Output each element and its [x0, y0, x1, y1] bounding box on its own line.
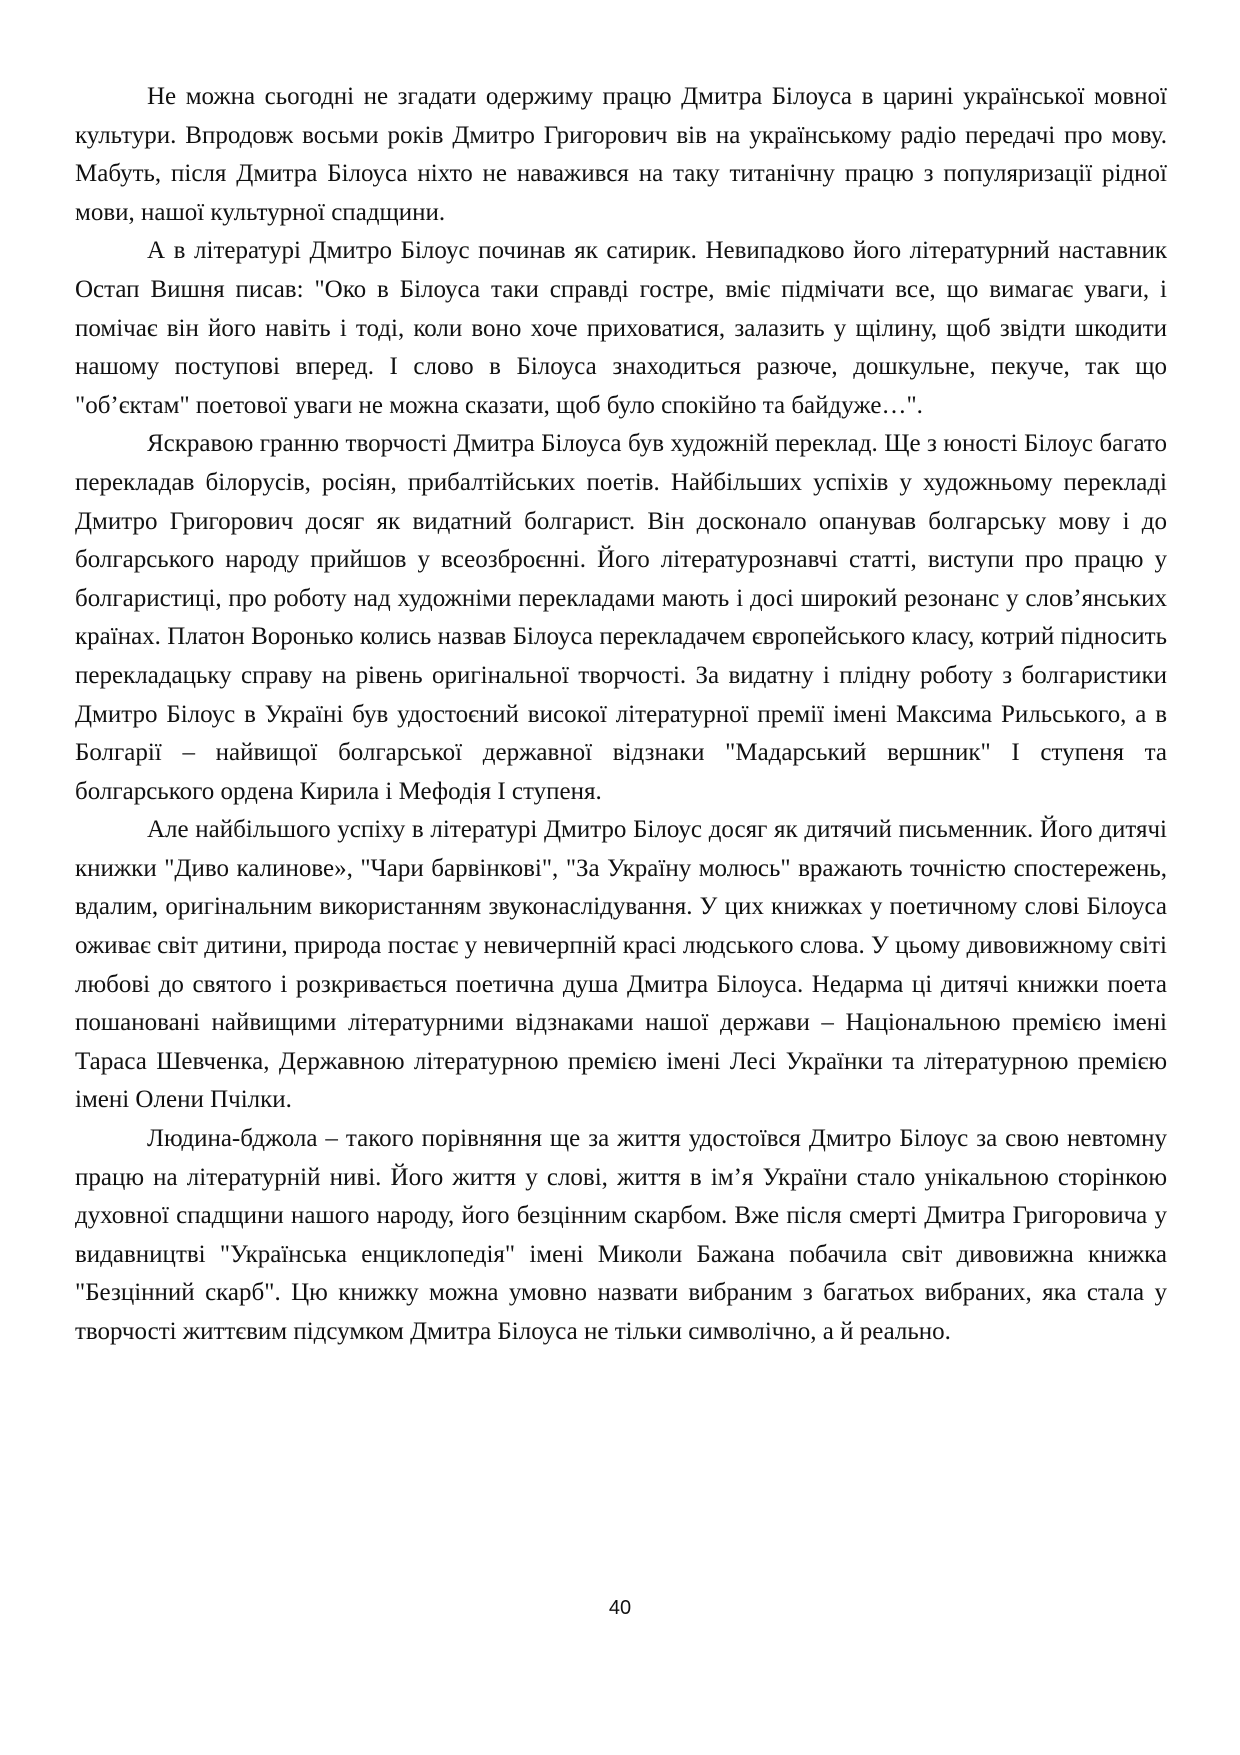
paragraph-childrens-books: Але найбільшого успіху в літературі Дмитро Білоус досяг як дитячий письменник. Його дитячі книжки "Диво калинове», "Чари барвінкові", "За Україну молюсь" вражають точністю спостережень, вдалим, оригінальним використанням звуконаслідування. У цих книжках у поетичному слові Білоуса оживає світ дитини, природа постає у невичерпній красі людського слова. У цьому дивовижному світі любові до святого і розкривається поетична душа Дмитра Білоуса. Недарма ці дитячі книжки поета пошановані найвищими літературними відзнаками нашої держави – Національною премією імені Тараса Шевченка, Державною літературною премією імені Лесі Українки та літературною премією імені Олени Пчілки.: [75, 816, 1167, 1114]
page-number: 40: [608, 1597, 632, 1619]
paragraph-translation: Яскравою гранню творчості Дмитра Білоуса був художній переклад. Ще з юності Білоус багато перекладав білорусів, росіян, прибалтійських поетів. Найбільших успіхів у художньому перекладі Дмитро Григорович досяг як видатний болгарист. Він досконало опанував болгарську мову і до болгарського народу прийшов у всеозброєнні. Його літературознавчі статті, виступи про працю у болгаристиці, про роботу над художніми перекладами мають і досі широкий резонанс у слов’янських країнах. Платон Воронько колись назвав Білоуса перекладачем європейського класу, котрий підносить перекладацьку справу на рівень оригінальної творчості. За видатну і плідну роботу з болгаристики Дмитро Білоус в Україні був удостоєний високої літературної премії імені Максима Рильського, а в Болгарії – найвищої болгарської державної відзнаки "Мадарський вершник" І ступеня та болгарського ордена Кирила і Мефодія І ступеня.: [75, 430, 1167, 805]
paragraph-satire: А в літературі Дмитро Білоус починав як сатирик. Невипадково його літературний наставник Остап Вишня писав: "Око в Білоуса таки справді гостре, вміє підмічати все, що вимагає уваги, і помічає він його навіть і тоді, коли воно хоче приховатися, залазить у щілину, щоб звідти шкодити нашому поступові вперед. І слово в Білоуса знаходиться разюче, дошкульне, пекуче, так що "об’єктам" поетової уваги не можна сказати, щоб було спокійно та байдуже…".: [75, 237, 1167, 419]
paragraph-language-culture: Не можна сьогодні не згадати одержиму працю Дмитра Білоуса в царині української мовної культури. Впродовж восьми років Дмитро Григорович вів на українському радіо передачі про мову. Мабуть, після Дмитра Білоуса ніхто не наважився на таку титанічну працю з популяризації рідної мови, нашої культурної спадщини.: [75, 83, 1167, 226]
body-text: [75, 78, 1167, 1352]
paragraph-legacy: Людина-бджола – такого порівняння ще за життя удостоївся Дмитро Білоус за свою невтомну працю на літературній ниві. Його життя у слові, життя в ім’я України стало унікальною сторінкою духовної спадщини нашого народу, його безцінним скарбом. Вже після смерті Дмитра Григоровича у видавництві "Українська енциклопедія" імені Миколи Бажана побачила світ дивовижна книжка "Безцінний скарб". Цю книжку можна умовно назвати вибраним з багатьох вибраних, яка стала у творчості життєвим підсумком Дмитра Білоуса не тільки символічно, а й реально.: [75, 1125, 1167, 1345]
